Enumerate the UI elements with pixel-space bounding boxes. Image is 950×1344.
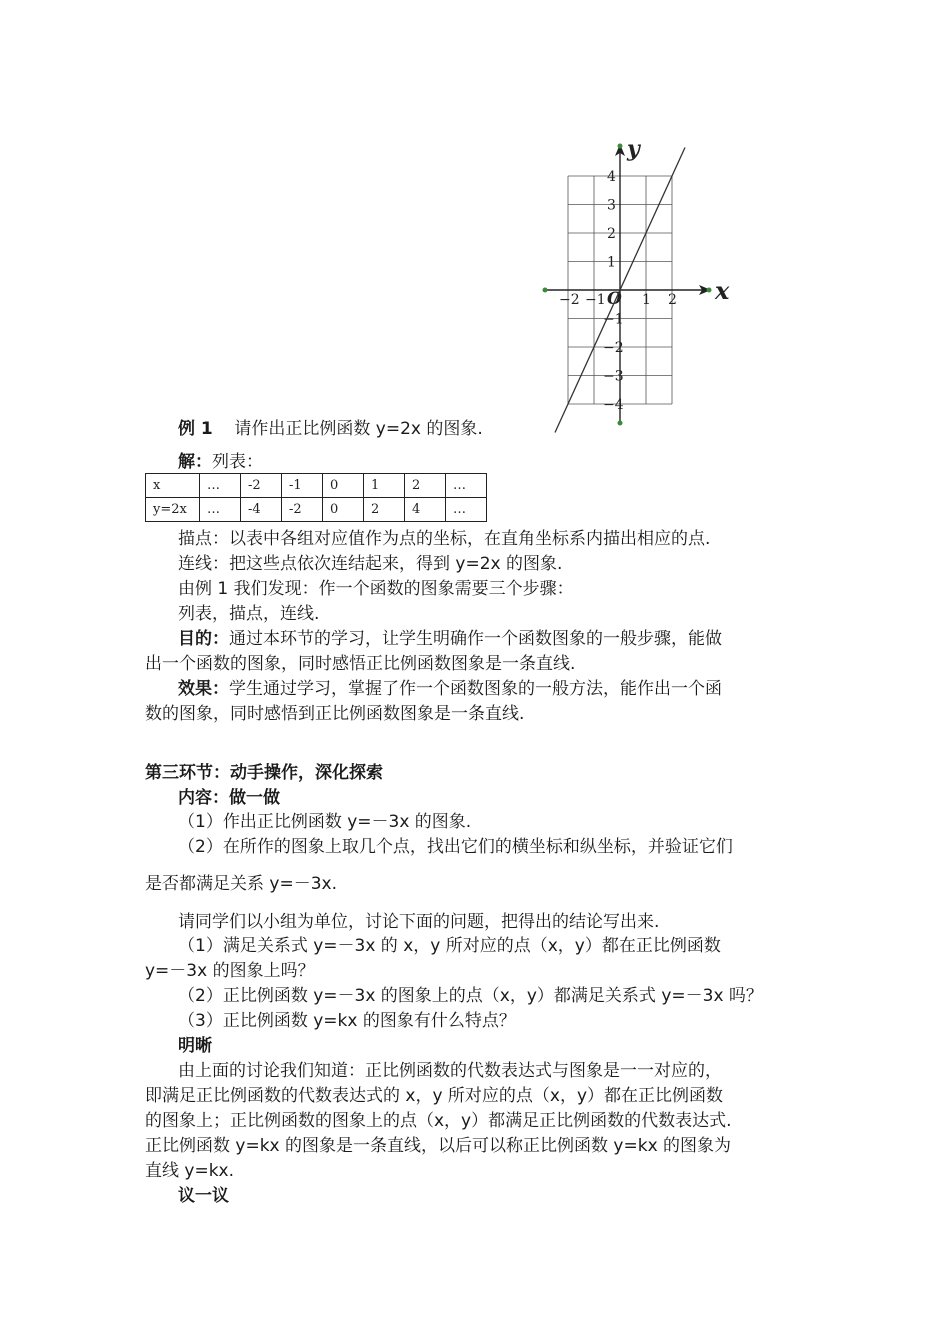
function-graph [535,118,755,443]
graph-svg [535,118,755,438]
table-cell: 0 [323,474,364,498]
question-3: （3）正比例函数 y=kx 的图象有什么特点？ [178,1011,516,1031]
y-tick-label: 1 [607,254,616,271]
goal-text: 通过本环节的学习，让学生明确作一个函数图象的一般步骤，能做 [229,629,722,649]
table-row [146,498,487,522]
table-cell: 2 [405,474,446,498]
task-1: （1）作出正比例函数 y=－3x 的图象. [178,812,472,832]
task-2: （2）在所作的图象上取几个点，找出它们的横坐标和纵坐标，并验证它们 [178,837,733,857]
table-cell: 4 [405,498,446,522]
question-1: （1）满足关系式 y=－3x 的 x，y 所对应的点（x，y）都在正比例函数 [178,936,721,956]
clarify-text: 直线 y=kx. [145,1161,235,1181]
clarify-text: 即满足正比例函数的代数表达式的 x，y 所对应的点（x，y）都在正比例函数 [145,1086,724,1106]
y-tick-label: 4 [607,169,616,185]
y-tick-label: −3 [603,368,624,385]
solution-text: 列表： [212,452,263,472]
x-tick-label: 1 [642,292,651,308]
table-cell: -4 [241,498,282,522]
connect-step-text: 连线：把这些点依次连结起来，得到 y=2x 的图象. [178,554,563,574]
effect-text-cont: 数的图象，同时感悟到正比例函数图象是一条直线. [145,704,525,724]
solution-label: 解： [178,452,212,472]
x-tick-label: 2 [668,292,677,308]
y-tick-label: 2 [607,226,616,242]
y-axis-bottom-handle [618,421,623,426]
discuss-text: 请同学们以小组为单位，讨论下面的问题，把得出的结论写出来. [178,912,660,932]
question-1-cont: y=－3x 的图象上吗？ [145,961,315,981]
clarify-text: 正比例函数 y=kx 的图象是一条直线，以后可以称正比例函数 y=kx 的图象为 [145,1136,732,1156]
example-text: 请作出正比例函数 y=2x 的图象. [234,419,483,439]
table-row [146,474,487,498]
goal-text-cont: 出一个函数的图象，同时感悟正比例函数图象是一条直线. [145,654,576,674]
y-tick-label: −1 [603,311,624,328]
effect-text: 学生通过学习，掌握了作一个函数图象的一般方法，能作出一个函 [229,679,722,699]
table-cell: -2 [282,498,323,522]
plot-step-text: 描点：以表中各组对应值作为点的坐标，在直角坐标系内描出相应的点. [178,529,711,549]
content-heading: 内容：做一做 [178,788,280,808]
origin-label: O [607,289,622,309]
table-cell: -1 [282,474,323,498]
table-cell: … [200,474,241,498]
y-tick-label: 3 [607,197,616,214]
table-cell: 2 [364,498,405,522]
value-table [145,473,487,522]
example-label: 例 1 [178,419,213,439]
solution-line [178,450,263,474]
y-axis-label: y [627,136,640,162]
x-axis-label: x [715,276,730,305]
y-axis-top-handle [618,144,623,149]
steps-text: 列表，描点，连线. [178,604,320,624]
table-cell: … [446,474,487,498]
y-tick-label: −2 [603,340,624,356]
discuss-heading: 议一议 [178,1186,229,1206]
question-2: （2）正比例函数 y=－3x 的图象上的点（x，y）都满足关系式 y=－3x 吗？ [178,986,763,1006]
table-cell: 0 [323,498,364,522]
y-tick-label: −4 [603,397,624,413]
task-2-cont: 是否都满足关系 y=－3x. [145,874,337,894]
table-cell: 1 [364,474,405,498]
x-tick-label: −2 [559,292,580,308]
clarify-text: 的图象上；正比例函数的图象上的点（x，y）都满足正比例函数的代数表达式. [145,1111,732,1131]
goal-label: 目的： [178,629,229,649]
x-axis-left-handle [543,288,548,293]
clarify-heading: 明晰 [178,1036,212,1056]
goal-line [178,627,722,651]
x-axis-right-handle [707,288,712,293]
table-cell: -2 [241,474,282,498]
table-cell: x [146,474,200,498]
section-heading: 第三环节：动手操作，深化探索 [145,763,383,783]
table-cell: … [446,498,487,522]
table-cell: y=2x [146,498,200,522]
example-line [178,417,483,441]
clarify-text: 由上面的讨论我们知道：正比例函数的代数表达式与图象是一一对应的， [178,1061,722,1081]
discover-text: 由例 1 我们发现：作一个函数的图象需要三个步骤： [178,579,574,599]
x-tick-label: −1 [585,292,606,308]
effect-line [178,677,722,701]
table-cell: … [200,498,241,522]
effect-label: 效果： [178,679,229,699]
